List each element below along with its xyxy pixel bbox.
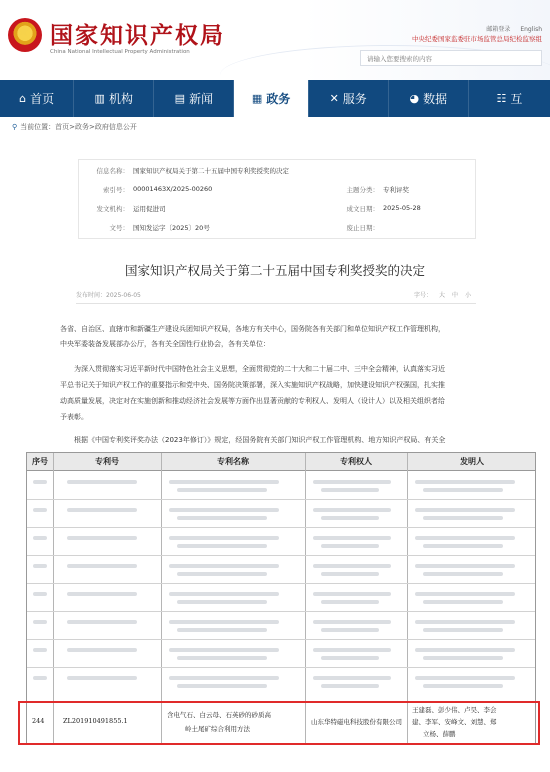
redacted-cell [177, 684, 267, 688]
article-title: 国家知识产权局关于第二十五届中国专利奖授奖的决定 [124, 263, 425, 278]
row-divider [27, 611, 536, 612]
redacted-cell [313, 564, 391, 568]
location-pin-icon: ⚲ [12, 123, 18, 131]
redacted-cell [423, 516, 503, 520]
nav-item-label: 政务 [266, 92, 291, 106]
redacted-cell [177, 656, 267, 660]
font-size-switcher [414, 290, 471, 299]
site-header [0, 0, 550, 80]
nav-item-label: 服务 [342, 92, 367, 106]
breadcrumb [12, 122, 137, 132]
row-divider [27, 555, 536, 556]
body-line-4: 予表彰。 [60, 413, 88, 421]
nav-item-0[interactable] [0, 80, 73, 117]
redacted-cell [321, 516, 379, 520]
font-size-medium[interactable]: 中 [452, 292, 459, 299]
redacted-cell [313, 620, 391, 624]
redacted-cell [169, 676, 279, 680]
row-inventors-1: 王建磊、彭少伟、卢昊、李会 [412, 706, 497, 714]
redacted-cell [313, 480, 391, 484]
doc-no-value: 国知发运字〔2025〕20号 [133, 224, 210, 232]
redacted-cell [177, 516, 267, 520]
redacted-cell [415, 676, 515, 680]
org-value: 运用促进司 [133, 205, 166, 213]
redacted-cell [423, 572, 503, 576]
table-header [27, 453, 536, 471]
date-value: 2025-05-28 [383, 204, 421, 212]
redacted-cell [67, 564, 137, 568]
redacted-cell [313, 508, 391, 512]
redacted-cell [313, 536, 391, 540]
main-nav [0, 80, 550, 117]
nav-item-label: 机构 [108, 92, 133, 106]
row-divider [27, 667, 536, 668]
highlight-box [18, 701, 540, 745]
nav-item-label: 数据 [423, 92, 448, 106]
redacted-cell [415, 564, 515, 568]
col-seq: 序号 [32, 457, 48, 466]
redacted-cell [177, 628, 267, 632]
index-value: 00001463X/2025-00260 [133, 185, 213, 193]
redacted-cell [33, 592, 47, 596]
redacted-cell [67, 536, 137, 540]
redacted-cell [169, 592, 279, 596]
redacted-cell [321, 684, 379, 688]
english-link[interactable]: English [520, 26, 542, 33]
col-inventor: 发明人 [460, 457, 484, 466]
breadcrumb-path[interactable]: 首页>政务>政府信息公开 [55, 123, 137, 131]
body-line-1: 为深入贯彻落实习近平新时代中国特色社会主义思想，全面贯彻党的二十大和二十届二中、三中全会精神，认真落实习近 [74, 365, 445, 373]
redacted-cell [33, 648, 47, 652]
national-emblem-logo[interactable] [8, 18, 42, 52]
row-divider [27, 527, 536, 528]
redacted-cell [313, 592, 391, 596]
font-size-large[interactable]: 大 [439, 292, 446, 299]
redacted-cell [313, 676, 391, 680]
redacted-cell [177, 600, 267, 604]
title-divider [76, 303, 476, 304]
breadcrumb-prefix: 当前位置： [20, 123, 56, 131]
search-input[interactable]: 请输入您要搜索的内容 [360, 50, 542, 66]
redacted-cell [169, 480, 279, 484]
redacted-cell [321, 544, 379, 548]
nav-item-label: 首页 [30, 92, 55, 106]
addressee-line-2: 中央军委装备发展部办公厅，各有关全国性行业协会，各有关单位： [60, 340, 270, 348]
redacted-cell [321, 656, 379, 660]
interact-icon: ☷ [496, 92, 507, 105]
redacted-cell [169, 508, 279, 512]
redacted-cell [415, 480, 515, 484]
data-icon: ◕ [409, 92, 420, 105]
nav-item-1[interactable] [74, 80, 153, 117]
col-patent-no: 专利号 [95, 457, 119, 466]
redacted-cell [67, 676, 137, 680]
index-label: 索引号： [103, 186, 129, 194]
redacted-cell [321, 628, 379, 632]
redacted-cell [169, 536, 279, 540]
row-divider [27, 499, 536, 500]
doc-no-label: 文号： [109, 224, 129, 232]
nav-item-2[interactable] [154, 80, 233, 117]
redacted-cell [177, 544, 267, 548]
discipline-notice-link[interactable]: 中央纪委国家监委驻市场监管总局纪检监察组 [412, 35, 542, 43]
building-icon: ▥ [94, 92, 105, 105]
redacted-cell [169, 648, 279, 652]
redacted-cell [67, 648, 137, 652]
redacted-cell [177, 488, 267, 492]
redacted-cell [423, 656, 503, 660]
redacted-cell [33, 536, 47, 540]
body-line-2: 平总书记关于知识产权工作的重要指示和党中央、国务院决策部署，深入实施知识产权战略，加快建设知识产权强国，扎实推 [60, 381, 445, 389]
row-seq: 244 [32, 717, 45, 725]
redacted-cell [169, 620, 279, 624]
col-patent-name: 专利名称 [217, 457, 249, 466]
redacted-cell [33, 480, 47, 484]
document-icon: ▦ [251, 92, 263, 105]
site-name[interactable]: 国家知识产权局 [50, 22, 225, 49]
row-patent-no: ZL201910491855.1 [63, 717, 128, 725]
org-label: 发文机构： [96, 205, 129, 213]
redacted-cell [177, 572, 267, 576]
redacted-cell [67, 480, 137, 484]
topic-value: 专利评奖 [383, 186, 409, 194]
redacted-cell [321, 600, 379, 604]
topic-label: 主题分类： [346, 186, 379, 194]
redacted-cell [33, 564, 47, 568]
redacted-cell [423, 544, 503, 548]
row-patent-name-1: 含电气石、白云母、石英砂的砂质高 [167, 711, 271, 719]
row-patent-name-2: 岭土尾矿综合利用方法 [185, 725, 250, 733]
redacted-cell [415, 508, 515, 512]
nav-item-5[interactable] [389, 80, 468, 117]
row-inventors-2: 建、李军、安峰文、刘慧、郑 [412, 718, 497, 726]
redacted-cell [415, 648, 515, 652]
header-links [478, 24, 542, 33]
news-icon: ▤ [174, 92, 186, 105]
redacted-cell [415, 536, 515, 540]
site-name-english: China National Intellectual Property Administration [50, 49, 190, 55]
font-size-label: 字号： [414, 292, 433, 299]
document-meta-table [78, 159, 476, 239]
redacted-cell [169, 564, 279, 568]
redacted-cell [423, 488, 503, 492]
info-name-value: 国家知识产权局关于第二十五届中国专利奖授奖的决定 [133, 167, 289, 175]
redacted-cell [67, 620, 137, 624]
info-name-label: 信息名称： [96, 167, 129, 175]
service-icon: ✕ [329, 92, 339, 105]
redacted-cell [33, 676, 47, 680]
repeal-date-label: 废止日期： [346, 224, 379, 232]
body-line-3: 动高质量发展，决定对在实施创新和推动经济社会发展等方面作出显著贡献的专利权人、发明人（设计人）以及相关组织者给 [60, 397, 445, 405]
redacted-cell [423, 628, 503, 632]
nav-item-3[interactable] [234, 80, 307, 117]
addressee-line-1: 各省、自治区、直辖市和新疆生产建设兵团知识产权局，各地方有关中心，国务院各有关部门和单位知识产权工作管理机构， [60, 325, 445, 333]
col-owner: 专利权人 [340, 457, 372, 466]
redacted-cell [67, 592, 137, 596]
nav-item-6[interactable] [469, 80, 550, 117]
font-size-small[interactable]: 小 [465, 292, 472, 299]
redacted-cell [321, 488, 379, 492]
redacted-cell [423, 600, 503, 604]
row-divider [27, 639, 536, 640]
redacted-cell [67, 508, 137, 512]
redacted-cell [33, 620, 47, 624]
redacted-cell [33, 508, 47, 512]
publish-time: 发布时间：2025-06-05 [76, 292, 141, 299]
redacted-cell [423, 684, 503, 688]
row-inventors-3: 立杨、薛鹏 [423, 730, 456, 738]
nav-item-label: 新闻 [189, 92, 214, 106]
redacted-cell [321, 572, 379, 576]
mail-login-link[interactable]: 邮箱登录 [486, 26, 511, 33]
redacted-cell [415, 620, 515, 624]
row-divider [27, 583, 536, 584]
date-label: 成文日期： [346, 205, 379, 213]
body-line-5: 根据《中国专利奖评奖办法（2023年修订）》规定，经国务院有关部门知识产权工作管理机构、地方知识产权局、有关全 [74, 436, 446, 444]
nav-item-4[interactable] [309, 80, 388, 117]
row-owner: 山东华特磁电科技股份有限公司 [311, 718, 402, 726]
home-icon: ⌂ [19, 92, 27, 105]
nav-item-label: 互 [510, 92, 523, 106]
redacted-cell [313, 648, 391, 652]
redacted-cell [415, 592, 515, 596]
